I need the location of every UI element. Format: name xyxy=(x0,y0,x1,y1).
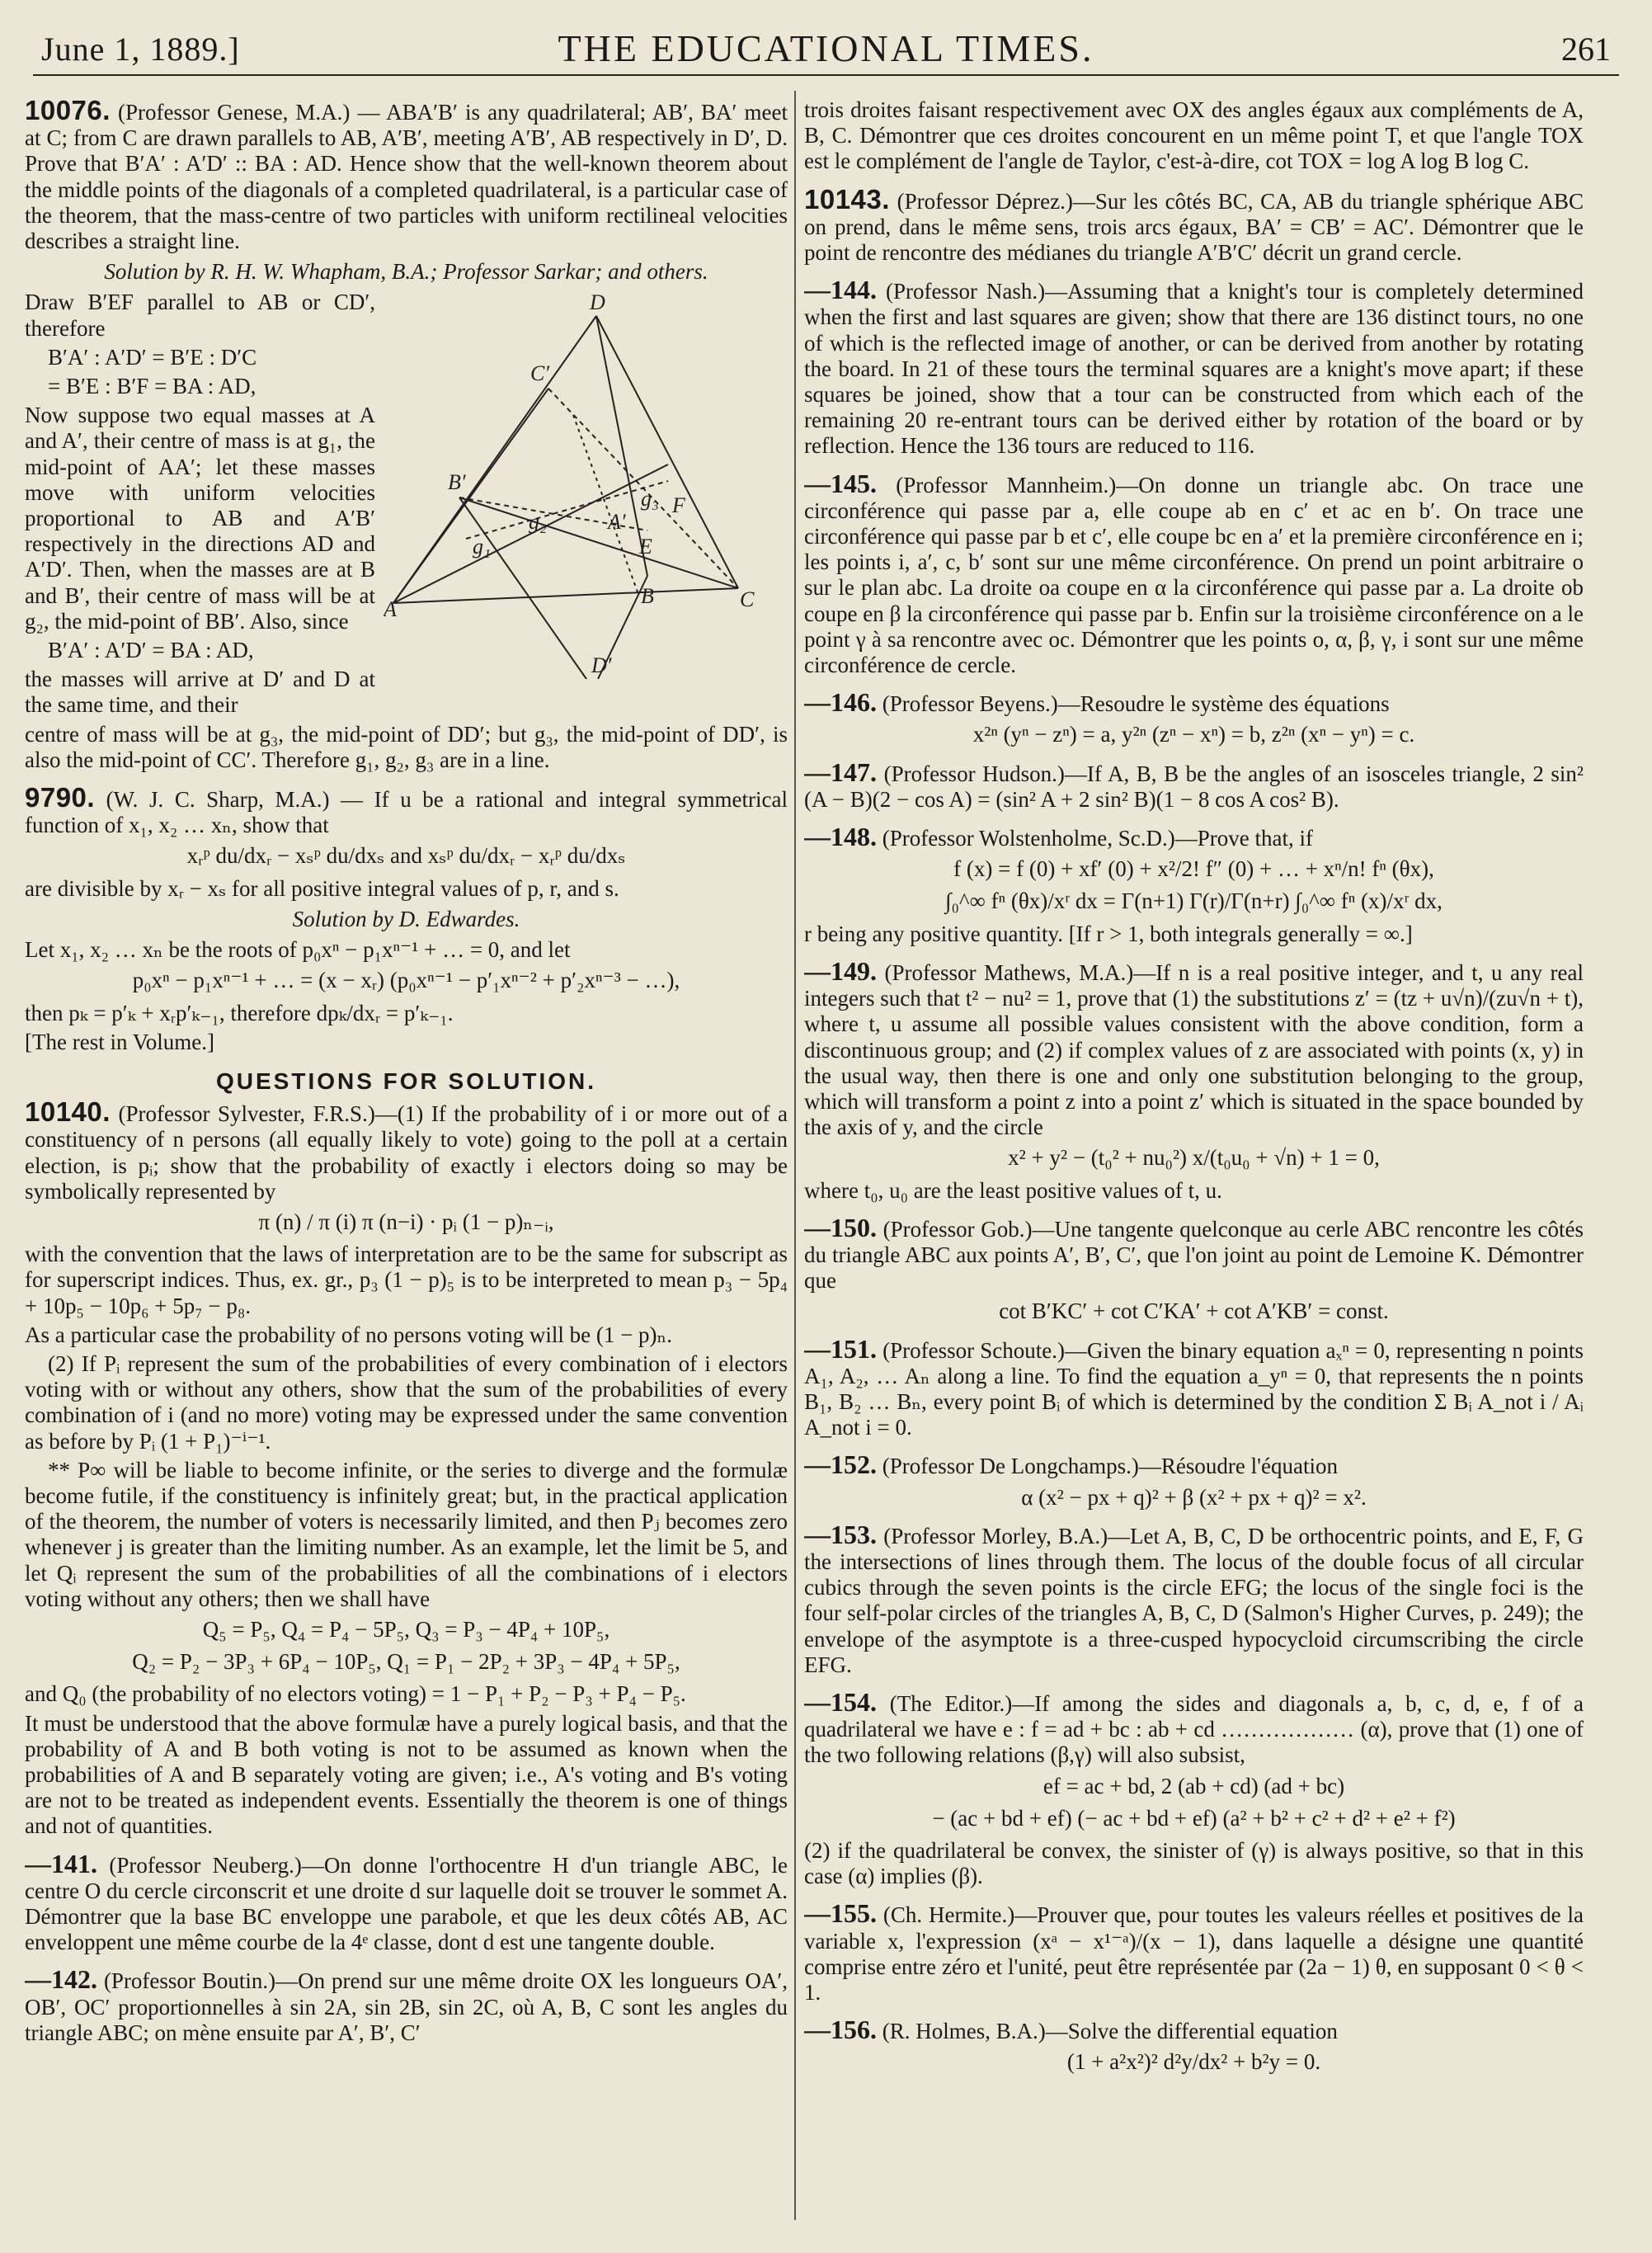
question-152 xyxy=(804,1449,1584,1480)
question-10143 xyxy=(804,183,1584,266)
question-text: (Professor Genese, M.A.) — ABA′B′ is any quadrilateral; AB′, BA′ meet at C; from C are drawn parallels to AB, A′B′, meeting A′B′, AB respectively in D′, D. Prove that B′A′ : A′D′ :: BA : AD. Hence show that the well-known theorem about the middle points of the diagonals of a completed quadrilateral, is a particular case of the theorem, that the mass-centre of two particles with uniform rectilineal velocities describes a straight line. xyxy=(25,100,788,254)
equation: x² + y² − (t₀² + nu₀²) x/(t₀u₀ + √n) + 1 = 0, xyxy=(1008,1145,1380,1171)
question-text: (R. Holmes, B.A.)—Solve the differential equation xyxy=(882,2019,1338,2044)
question-number: —145. xyxy=(804,468,877,498)
question-text: trois droites faisant respectivement avec OX des angles égaux aux compléments de A, B, C. Démontrer que ces droites concourent en un même point T, et que l'angle TOX est le complément de l'angle de Taylor, c'est-à-dire, cot TOX = log A log B log C. xyxy=(804,97,1584,174)
question-9790 xyxy=(25,782,788,838)
question-text: where t₀, u₀ are the least positive values of t, u. xyxy=(804,1177,1222,1203)
question-text: (2) If Pᵢ represent the sum of the probabilities of every combination of i electors voting with or without any others, show that the sum of the probabilities of every combination of i (and no more) voting may be expressed under the same convention as before by Pᵢ (1 + P₁)⁻ⁱ⁻¹. xyxy=(25,1350,788,1454)
question-text: (Professor Boutin.)—On prend sur une même droite OX les longueurs OA′, OB′, OC′ proportionnelles à sin 2A, sin 2B, sin 2C, où A, B, C sont les angles du triangle ABC; on mène ensuite par A′, B′, C′ xyxy=(25,1968,788,2045)
figure-label-g3: g₃ xyxy=(641,487,660,511)
left-column xyxy=(25,97,788,2220)
question-156 xyxy=(804,2017,1584,2044)
question-number: —144. xyxy=(804,275,877,305)
question-number: —154. xyxy=(804,1686,877,1717)
question-number: 10143. xyxy=(804,183,890,214)
question-151 xyxy=(804,1333,1584,1441)
ratio-line: B′A′ : A′D′ = BA : AD, xyxy=(48,638,254,663)
equation: p₀xⁿ − p₁xⁿ⁻¹ + … = (x − xᵣ) (p₀xⁿ⁻¹ − p′₁xⁿ⁻² + p′₂xⁿ⁻³ − …), xyxy=(132,968,680,993)
question-number: —148. xyxy=(804,822,877,852)
equation: then pₖ = p′ₖ + xᵣp′ₖ₋₁, therefore dpₖ/dxᵣ = p′ₖ₋₁. xyxy=(25,1000,454,1025)
equation: π (n) / π (i) π (n−i) · pᵢ (1 − p)ₙ₋ᵢ, xyxy=(258,1209,554,1234)
question-number: —153. xyxy=(804,1519,877,1549)
question-142 xyxy=(25,1964,788,2046)
question-146 xyxy=(804,687,1584,718)
question-number: —151. xyxy=(804,1333,877,1364)
equation: α (x² − px + q)² + β (x² + px + q)² = x². xyxy=(1021,1484,1367,1510)
question-141 xyxy=(25,1848,788,1956)
question-text: (Professor Sylvester, F.R.S.)—(1) If the probability of i or more out of a constituency of n persons (all equally likely to vote) going to the poll at a certain election, is pᵢ; show that the probability of exactly i electors doing so may be symbolically represented by xyxy=(25,1101,788,1204)
column-divider xyxy=(794,91,796,2220)
question-number: —152. xyxy=(804,1449,877,1480)
equation: − (ac + bd + ef) (− ac + bd + ef) (a² + b² + c² + d² + e² + f²) xyxy=(932,1805,1456,1831)
solution-text: Draw B′EF parallel to AB or CD′, therefore xyxy=(25,290,375,341)
question-148 xyxy=(804,824,1584,851)
question-text: It must be understood that the above formulæ have a purely logical basis, and that the probability of A and B both voting is not to be assumed as known when the probabilities of A and B separately voting are given; i.e., A's voting and B's voting are not to be treated as independent events. Essentially the theorem is one of things and not of quantities. xyxy=(25,1710,788,1839)
question-text: (Professor Mannheim.)—On donne un triangle abc. On trace une circonférence qui passe par a, elle coupe ab en c′ et ac en b′. On trace une circonférence qui passe par b et c′, elle coupe bc en a′ et la première circonférence en i; les points i, a′, c, b′ sont sur une même circonférence. On prend un point arbitraire o sur le plan abc. La droite oa coupe en α la circonférence qui passe par a. La droite ob coupe en β la circonférence qui passe par b. Enfin sur la troisième circonférence on a le point γ à sa rencontre avec oc. Démontrer que les points o, α, β, γ, i sont sur une même circonférence de cercle. xyxy=(804,472,1584,678)
question-text: ** P∞ will be liable to become infinite, or the series to diverge and the formulæ become futile, if the constituency is infinitely great; but, in the practical application of the theorem, the number of voters is necessarily limited, and then Pⱼ becomes zero whenever j is greater than the limiting number. As an example, let the limit be 5, and let Qᵢ represent the sum of the probabilities of all the combinations of i electors voting without any others; then we shall have xyxy=(25,1457,788,1611)
question-number: —146. xyxy=(804,687,877,718)
question-147 xyxy=(804,756,1584,813)
figure-label-B: B xyxy=(641,584,654,609)
issue-date: June 1, 1889.] xyxy=(41,31,240,68)
question-text: (Professor Morley, B.A.)—Let A, B, C, D be orthocentric points, and E, F, G the intersections of lines through them. The locus of the double focus of all circular cubics through the seven points is the circle EFG; the locus of the single foci is the four self-polar circles of the triangles A, B, C, D (Salmon's Higher Curves, p. 249); the envelope of the asymptote is a three-cusped hypocycloid circumscribing the circle EFG. xyxy=(804,1523,1584,1677)
rest-note: [The rest in Volume.] xyxy=(25,1029,214,1054)
question-text: (The Editor.)—If among the sides and diagonals a, b, c, d, e, f of a quadrilateral we have e : f = ad + bc : ab + cd ……………… (α), prove that (1) one of the two following relations (β,γ) will also subsist, xyxy=(804,1690,1584,1768)
question-154 xyxy=(804,1686,1584,1769)
page-header xyxy=(33,16,1619,76)
figure-label-A-prime: A′ xyxy=(608,510,626,535)
question-153 xyxy=(804,1519,1584,1678)
question-text: are divisible by xᵣ − xₛ for all positive integral values of p, r, and s. xyxy=(25,875,619,901)
question-10076 xyxy=(25,97,788,254)
solution-text: Let x₁, x₂ … xₙ be the roots of p₀xⁿ − p₁xⁿ⁻¹ + … = 0, and let xyxy=(25,937,571,963)
figure-label-D: D xyxy=(590,291,605,315)
question-144 xyxy=(804,277,1584,459)
question-text: (Professor Mathews, M.A.)—If n is a real positive integer, and t, u any real integers such that t² − nu² = 1, prove that (1) the substitutions z′ = (tz + u√n)/(zu√n + t), where t, u assume all possible values consistent with the above condition, form a discontinuous group; and (2) if complex values of z are associated with points (x, y) in the usual way, then there is one and only one substitution belonging to the group, which will transform a point z into a point z′ which is situated in the space bounded by the axis of y, and the circle xyxy=(804,959,1584,1140)
figure-label-D-prime: D′ xyxy=(591,653,612,678)
question-text: (Professor De Longchamps.)—Résoudre l'équation xyxy=(882,1454,1338,1479)
question-155 xyxy=(804,1898,1584,2006)
page-number: 261 xyxy=(1561,31,1611,68)
question-text: (Professor Gob.)—Une tangente quelconque au cerle ABC rencontre les côtés du triangle ABC aux points A′, B′, C′, que l'on joint au point de Lemoine K. Démontrer que xyxy=(804,1216,1584,1294)
equation: xᵣᵖ du/dxᵣ − xₛᵖ du/dxₛ and xₛᵖ du/dxᵣ − xᵣᵖ du/dxₛ xyxy=(186,843,626,869)
section-heading: QUESTIONS FOR SOLUTION. xyxy=(215,1068,596,1094)
question-text: (Professor Hudson.)—If A, B, B be the angles of an isosceles triangle, 2 sin² (A − B)(2 − cos A) = (sin² A + 2 sin² B)(1 − 8 cos A cos² B). xyxy=(804,761,1584,812)
equation: (1 + a²x²)² d²y/dx² + b²y = 0. xyxy=(1066,2049,1321,2075)
question-text: (2) if the quadrilateral be convex, the sinister of (γ) is always positive, so that in this case (α) implies (β). xyxy=(804,1837,1584,1889)
question-number: —147. xyxy=(804,756,877,787)
question-number: —156. xyxy=(804,2015,877,2045)
question-number: —150. xyxy=(804,1212,877,1242)
equation: cot B′KC′ + cot C′KA′ + cot A′KB′ = const. xyxy=(999,1299,1389,1324)
question-number: 10140. xyxy=(25,1096,111,1128)
figure-label-C: C xyxy=(740,587,755,612)
solution-byline: Solution by R. H. W. Whapham, B.A.; Professor Sarkar; and others. xyxy=(104,259,708,285)
question-text: (Professor Wolstenholme, Sc.D.)—Prove that, if xyxy=(882,826,1314,851)
ratio-line: = B′E : B′F = BA : AD, xyxy=(48,374,257,399)
equation: Q₅ = P₅, Q₄ = P₄ − 5P₅, Q₃ = P₃ − 4P₄ + 10P₅, xyxy=(202,1616,610,1642)
question-text: (Professor Nash.)—Assuming that a knight's tour is completely determined when the first and last squares are given; show that there are 136 distinct tours, no one of which is the reflected image of another, or can be derived from another by rotating the board. In 21 of these tours the terminal squares are a knight's move apart; if these squares be joined, show that a tour can be constructed from which each of the remaining 20 re-entrant tours can be derived either by rotation of the board or by reflection. Hence the 136 tours are reduced to 116. xyxy=(804,279,1584,459)
figure-label-g2: g₂ xyxy=(529,510,548,535)
question-number: —142. xyxy=(25,1964,97,1995)
question-number: —155. xyxy=(804,1898,877,1929)
question-number: 10076. xyxy=(25,97,111,125)
question-number: —141. xyxy=(25,1848,97,1878)
solution-text: centre of mass will be at g₃, the mid-point of DD′; but g₃, the mid-point of DD′, is also the mid-point of CC′. Therefore g₁, g₂, g₃ are in a line. xyxy=(25,721,788,772)
question-text: As a particular case the probability of no persons voting will be (1 − p)ₙ. xyxy=(25,1322,672,1347)
question-text: (Professor Schoute.)—Given the binary equation aₓⁿ = 0, representing n points A₁, A₂, … Aₙ along a line. To find the equation a_yⁿ = 0, that represents the n points B₁, B₂ … Bₙ, every point Bᵢ of which is determined by the condition Σ Bᵢ A_not i / Aᵢ A_not i = 0. xyxy=(804,1337,1584,1440)
question-number: 9790. xyxy=(25,782,96,813)
equation: ∫₀^∞ fⁿ (θx)/xʳ dx = Γ(n+1) Γ(r)/Γ(n+r) ∫₀^∞ fⁿ (x)/xʳ dx, xyxy=(945,888,1443,914)
figure-label-C-prime: C′ xyxy=(530,361,550,386)
equation: x²ⁿ (yⁿ − zⁿ) = a, y²ⁿ (zⁿ − xⁿ) = b, z²ⁿ (xⁿ − yⁿ) = c. xyxy=(972,722,1415,747)
figure-label-E: E xyxy=(639,535,652,559)
question-150 xyxy=(804,1212,1584,1294)
right-column xyxy=(804,97,1584,2220)
figure-block xyxy=(25,290,788,718)
quadrilateral-figure xyxy=(384,291,788,679)
equation: f (x) = f (0) + xf′ (0) + x²/2! f″ (0) + … + xⁿ/n! fⁿ (θx), xyxy=(953,856,1434,882)
question-145 xyxy=(804,468,1584,679)
question-10140 xyxy=(25,1096,788,1204)
question-text: (Professor Beyens.)—Resoudre le système des équations xyxy=(882,691,1390,717)
equation: ef = ac + bd, 2 (ab + cd) (ad + bc) xyxy=(1043,1773,1345,1798)
question-text: with the convention that the laws of interpretation are to be the same for subscript as for superscript indices. Thus, ex. gr., p₃ (1 − p)₅ is to be interpreted to mean p₃ − 5p₄ + 10p₅ − 10p₆ + 5p₇ − p₈. xyxy=(25,1242,788,1318)
figure-label-F: F xyxy=(672,493,685,518)
question-text: (Ch. Hermite.)—Prouver que, pour toutes les valeurs réelles et positives de la variable x, l'expression (xᵃ − x¹⁻ᵃ)/(x − 1), dans laquelle a désigne une quantité comprise entre zéro et l'unité, peut être représentée par (2a − 1) θ, en supposant 0 < θ < 1. xyxy=(804,1902,1584,2005)
solution-byline: Solution by D. Edwardes. xyxy=(292,906,520,931)
solution-text: Now suppose two equal masses at A and A′, their centre of mass is at g₁, the mid-point of AA′; let these masses move with uniform velocities proportional to AB and A′B′ respectively in the directions AD and A′D′. Then, when the masses are at B and B′, their centre of mass will be at g₂, the mid-point of BB′. Also, since xyxy=(25,403,375,634)
question-text: r being any positive quantity. [If r > 1, both integrals generally = ∞.] xyxy=(804,921,1413,946)
question-149 xyxy=(804,955,1584,1140)
question-text: (W. J. C. Sharp, M.A.) — If u be a rational and integral symmetrical function of x₁, x₂ … xₙ, show that xyxy=(25,787,788,838)
question-number: —149. xyxy=(804,955,877,986)
solution-text: the masses will arrive at D′ and D at the same time, and their xyxy=(25,667,375,718)
question-text: (Professor Neuberg.)—On donne l'orthocentre H d'un triangle ABC, le centre O du cercle circonscrit et une droite d sur laquelle doit se trouver le sommet A. Démontrer que la base BC enveloppe une parabole, et que les deux côtés AB, AC enveloppent une même courbe de la 4ᵉ classe, dont d est une tangente double. xyxy=(25,1852,788,1955)
equation: Q₂ = P₂ − 3P₃ + 6P₄ − 10P₅, Q₁ = P₁ − 2P₂ + 3P₃ − 4P₄ + 5P₅, xyxy=(132,1649,680,1675)
ratio-line: B′A′ : A′D′ = B′E : D′C xyxy=(48,344,257,370)
figure-label-g1: g₁ xyxy=(473,535,492,559)
figure-label-A: A xyxy=(384,597,397,622)
figure-label-B-prime: B′ xyxy=(448,470,466,495)
question-text: (Professor Déprez.)—Sur les côtés BC, CA, AB du triangle sphérique ABC on prend, dans le même sens, trois arcs égaux, BA′ = CB′ = AC′. Démontrer que le point de rencontre des médianes du triangle A′B′C′ décrit un grand cercle. xyxy=(804,188,1584,266)
journal-title: THE EDUCATIONAL TIMES. xyxy=(558,27,1094,69)
question-text: and Q₀ (the probability of no electors voting) = 1 − P₁ + P₂ − P₃ + P₄ − P₅. xyxy=(25,1681,686,1707)
